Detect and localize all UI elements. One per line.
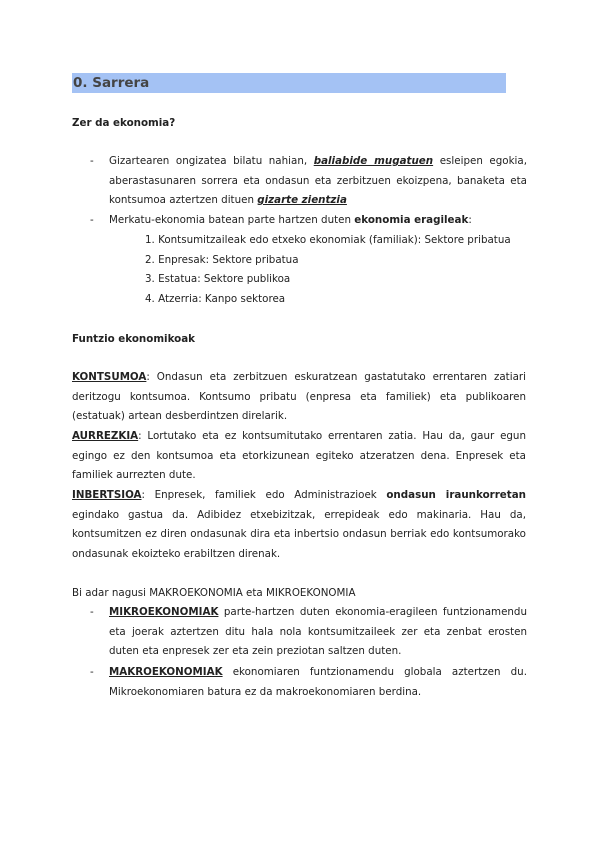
term-label: MAKROEKONOMIAK xyxy=(109,666,223,678)
text-segment: egindako gastua da. Adibidez etxebizitzak, errepideak edo makinaria. Hau da, kontsumitzen ez diren ondasunak dira eta inbertsio ondasun berriak edo kontsumorako ondasunak ekoizteko erabiltzen direnak. xyxy=(72,508,526,560)
emphasis-term: ekonomia eragileak xyxy=(354,214,469,226)
bullet-marker: - xyxy=(90,666,94,678)
mikro-paragraph xyxy=(109,603,527,662)
text-segment: : xyxy=(468,214,472,226)
list-item: 4. Atzerria: Kanpo sektorea xyxy=(145,293,286,305)
list-item: 2. Enpresak: Sektore pribatua xyxy=(145,254,299,266)
text-segment: : Ondasun eta zerbitzuen eskuratzean gastatutako errentaren zatiari deritzogu kontsumoa. Kontsumo pribatu (enpresa eta familiek) eta publikoaren (estatuak) artean desberdintzen direlarik. xyxy=(72,371,526,423)
text-segment: esleipen egokia, aberastasunaren sorrera eta ondasun eta zerbitzuen ekoizpena, banaketa eta kontsumoa aztertzen dituen xyxy=(109,155,527,207)
term-label: KONTSUMOA xyxy=(72,371,147,383)
section-subheading: Funtzio ekonomikoak xyxy=(72,333,196,345)
aurrezkia-paragraph xyxy=(72,427,526,486)
bullet-marker: - xyxy=(90,214,94,226)
emphasis-term: ondasun iraunkorretan xyxy=(386,489,526,501)
list-item: 3. Estatua: Sektore publikoa xyxy=(145,273,291,285)
bullet-marker: - xyxy=(90,606,94,618)
kontsumoa-paragraph xyxy=(72,368,526,427)
section-heading: 0. Sarrera xyxy=(72,73,506,93)
agents-intro xyxy=(109,211,527,231)
text-segment: Merkatu-ekonomia batean parte hartzen duten xyxy=(109,214,352,226)
makro-paragraph xyxy=(109,663,527,702)
text-segment: : Lortutako eta ez kontsumitutako errentaren zatia. Hau da, gaur egun egingo ez den kontsumoa eta etorkizunean egiteko atzeratzen dena. Enpresek eta familiek aurrezten dute. xyxy=(72,430,526,482)
bullet-marker: - xyxy=(90,155,94,167)
question-heading: Zer da ekonomia? xyxy=(72,117,176,129)
term-label: AURREZKIA xyxy=(72,430,139,442)
emphasis-term: gizarte zientzia xyxy=(257,194,347,207)
text-segment: ekonomiaren funtzionamendu globala aztertzen du. Mikroekonomiaren batura ez da makroekonomiaren berdina. xyxy=(109,666,527,698)
inbertsioa-paragraph xyxy=(72,486,526,564)
emphasis-term: baliabide mugatuen xyxy=(313,155,434,167)
definition-paragraph xyxy=(109,152,527,211)
branches-intro: Bi adar nagusi MAKROEKONOMIA eta MIKROEKONOMIA xyxy=(72,587,356,599)
text-segment: Gizartearen ongizatea bilatu nahian, xyxy=(109,155,308,167)
term-label: INBERTSIOA xyxy=(72,489,142,501)
list-item: 1. Kontsumitzaileak edo etxeko ekonomiak (familiak): Sektore pribatua xyxy=(145,234,511,246)
text-segment: : Enpresek, familiek edo Administrazioek xyxy=(141,489,377,501)
term-label: MIKROEKONOMIAK xyxy=(109,606,219,618)
text-segment: parte-hartzen duten ekonomia-eragileen funtzionamendu eta joerak aztertzen ditu hala nola kontsumitzaileek zer eta zenbat erosten duten eta enpresek zer eta zein preziotan saltzen duten. xyxy=(109,606,527,658)
